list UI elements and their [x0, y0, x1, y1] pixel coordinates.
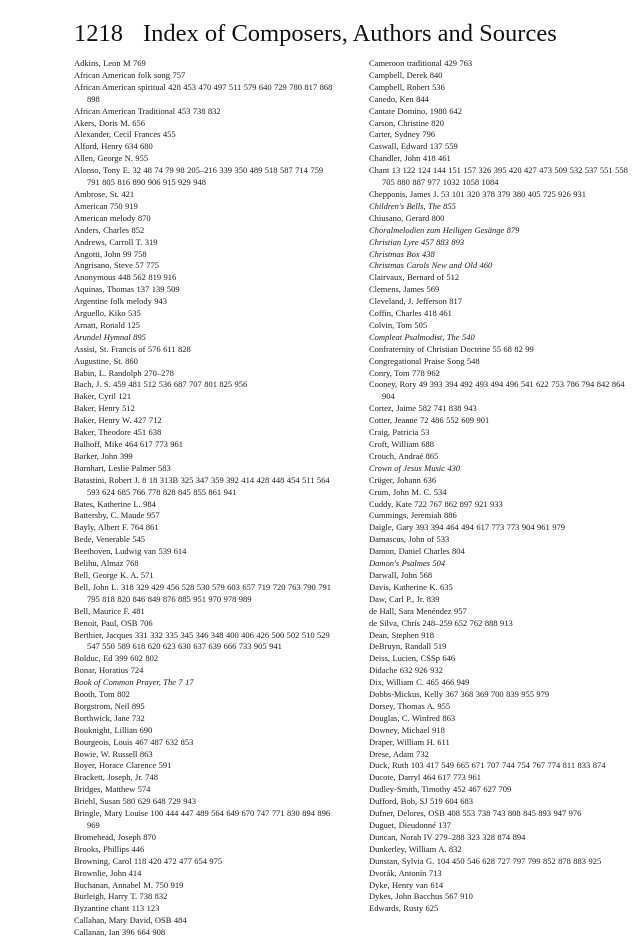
index-entry: Belihu, Almaz 768 [74, 558, 139, 569]
index-entry: Choralmelodien zum Heiligen Gesänge 879 [369, 224, 520, 235]
index-entry: Children's Bells, The 855 [369, 200, 456, 211]
index-entry: African American spiritual 428 453 470 497 511 579 640 729 780 817 868 898 [74, 81, 333, 104]
index-entry: Bolduc, Ed 399 602 802 [74, 653, 159, 664]
index-entry: Clairvaux, Bernard of 512 [369, 272, 460, 283]
index-entry: Didache 632 926 932 [369, 665, 443, 676]
index-entry: Dunkerley, William A. 832 [369, 843, 462, 854]
index-entry: Ducote, Darryl 464 617 773 961 [369, 772, 481, 783]
page-title: Index of Composers, Authors and Sources [143, 20, 557, 47]
index-entry: Daw, Carl P., Jr. 839 [369, 593, 440, 604]
index-entry: Dorsey, Thomas A. 955 [369, 700, 451, 711]
index-entry: Conry, Tom 778 962 [369, 367, 440, 378]
index-entry: Book of Common Prayer, The 7 17 [74, 677, 194, 688]
index-entry: Byzantine chant 113 123 [74, 903, 160, 914]
index-entry: Bell, Maurice F. 481 [74, 605, 145, 616]
index-entry: Bridges, Matthew 574 [74, 784, 151, 795]
right-index-column [369, 58, 629, 915]
index-entry: Bringle, Mary Louise 100 444 447 489 564 649 670 747 771 830 894 896 969 [74, 808, 331, 830]
index-entry: Carter, Sydney 796 [369, 129, 436, 140]
index-entry: Bouknight, Lillian 690 [74, 724, 153, 735]
index-entry: Bell, George K. A. 571 [74, 569, 154, 580]
index-entry: Baker, Theodore 451 638 [74, 427, 162, 438]
index-entry: Colvin, Tom 505 [369, 319, 428, 330]
index-entry: Babin, L. Randolph 270–278 [74, 367, 174, 378]
index-entry: Callahan, Mary David, OSB 484 [74, 915, 187, 926]
index-entry: de Silva, Chris 248–259 652 762 888 913 [369, 617, 513, 628]
index-entry: Borgstrom, Neil 895 [74, 700, 145, 711]
index-entry: Baker, Henry 512 [74, 403, 135, 414]
index-entry: Campbell, Robert 536 [369, 81, 445, 92]
index-entry: Ambrose, St. 421 [74, 188, 135, 199]
index-entry: Crüger, Johann 636 [369, 474, 437, 485]
index-entry: Balhoff, Mike 464 617 773 961 [74, 439, 184, 449]
index-entry: Damon's Psalmes 504 [369, 558, 446, 569]
index-entry: Angotti, John 99 758 [74, 248, 147, 259]
index-entry: Confraternity of Christian Doctrine 55 68 82 99 [369, 343, 534, 354]
index-entry: Cotter, Jeanne 72 486 552 609 901 [369, 415, 490, 426]
index-entry: Browning, Carol 118 420 472 477 654 975 [74, 855, 223, 866]
index-entry: Aquinas, Thomas 137 139 509 [74, 284, 180, 295]
index-entry: Cantate Domino, 1980 642 [369, 105, 462, 116]
index-entry: Coffin, Charles 418 461 [369, 308, 452, 319]
index-entry: Anonymous 448 562 819 916 [74, 272, 177, 283]
index-entry: Darwall, John 568 [369, 569, 433, 580]
index-entry: Clemens, James 569 [369, 284, 440, 295]
index-entry: Dufner, Delores, OSB 408 553 738 743 808 845 893 947 976 [369, 808, 582, 819]
index-entry: Barker, John 399 [74, 450, 133, 461]
index-entry: Canedo, Ken 844 [369, 93, 429, 104]
index-entry: Dykes, John Bacchus 567 910 [369, 891, 473, 902]
index-entry: Cummings, Jeremiah 886 [369, 510, 457, 521]
index-entry: Bayly, Albert F. 764 861 [74, 522, 159, 533]
index-entry: American melody 870 [74, 212, 151, 223]
index-entry: Cortez, Jaime 582 741 838 943 [369, 403, 477, 414]
index-entry: Baker, Henry W. 427 712 [74, 415, 162, 426]
index-entry: Christmas Carols New and Old 460 [369, 260, 493, 271]
index-entry: Barnhart, Leslie Palmer 583 [74, 462, 171, 473]
index-entry: Duncan, Norah IV 279–288 323 328 874 894 [369, 831, 526, 842]
index-entry: Cameroon traditional 429 763 [369, 58, 473, 68]
index-entry: Dix, William C. 465 466 949 [369, 677, 470, 688]
index-entry: Allen, George N. 955 [74, 153, 149, 164]
index-entry: Bell, John L. 318 329 429 456 528 530 579 603 657 719 720 763 790 791 795 818 820 846 849 876 885 951 970 978 989 [74, 581, 331, 604]
index-entry: Christian Lyre 457 883 893 [369, 236, 465, 247]
index-entry: Draper, William H. 611 [369, 736, 450, 747]
index-entry: Chandler, John 418 461 [369, 153, 451, 164]
index-entry: Dvorák, Antonín 713 [369, 867, 442, 878]
index-entry: Davis, Katherine K. 635 [369, 581, 453, 592]
index-entry: Alonso, Tony E. 32 48 74 79 98 205–216 339 350 489 518 587 714 759 791 805 816 890 906 915 929 948 [74, 165, 324, 188]
index-entry: Brooks, Phillips 446 [74, 843, 145, 854]
index-entry: Daigle, Gary 393 394 464 494 617 773 773 904 961 979 [369, 522, 565, 533]
index-entry: Campbell, Derek 840 [369, 69, 443, 80]
index-entry: African American folk song 757 [74, 69, 186, 80]
index-entry: Crown of Jesus Music 430 [369, 462, 461, 473]
index-entry: Bourgeois, Louis 467 487 632 853 [74, 736, 194, 747]
index-entry: Damon, Daniel Charles 804 [369, 546, 465, 557]
index-entry: DeBruyn, Randall 519 [369, 641, 447, 652]
index-entry: Arundel Hymnal 895 [74, 331, 146, 342]
index-entry: Bach, J. S. 459 481 512 536 687 707 801 825 956 [74, 379, 248, 390]
index-entry: Drese, Adam 732 [369, 748, 429, 759]
index-entry: Bates, Katherine L. 984 [74, 498, 156, 509]
index-entry: Croft, William 688 [369, 439, 435, 449]
index-entry: Andrews, Carroll T. 319 [74, 236, 158, 247]
index-entry: Deiss, Lucien, CSSp 646 [369, 653, 456, 664]
index-entry: Bromehead, Joseph 870 [74, 831, 157, 842]
index-entry: African American Traditional 453 738 832 [74, 105, 221, 116]
index-entry: Arnatt, Ronald 125 [74, 319, 140, 330]
index-entry: Dunstan, Sylvia G. 104 450 546 628 727 797 799 852 878 883 925 [369, 855, 602, 866]
index-entry: Dyke, Henry van 614 [369, 879, 444, 890]
index-entry: Angrisano, Steve 57 775 [74, 260, 159, 271]
index-entry: Cuddy, Kate 722 767 862 897 921 933 [369, 498, 503, 509]
index-entry: Chepponis, James J. 53 101 320 378 379 380 405 725 926 931 [369, 188, 587, 199]
index-entry: Duguet, Dieudonné 137 [369, 820, 452, 830]
index-entry: Berthier, Jacques 331 332 335 345 346 348 400 406 426 500 502 510 529 547 550 589 618 620 623 630 637 639 666 733 905 941 [74, 629, 330, 652]
index-entry: Douglas, C. Winfred 863 [369, 712, 456, 723]
page-number: 1218 [74, 20, 123, 47]
index-entry: Carson, Christine 820 [369, 117, 444, 128]
index-entry: Batastini, Robert J. 8 18 313B 325 347 359 392 414 428 448 454 511 564 593 624 685 766 778 828 845 855 861 941 [74, 474, 330, 497]
index-entry: Caswall, Edward 137 559 [369, 141, 458, 152]
index-entry: Augustine, St. 860 [74, 355, 138, 366]
index-entry: Damascus, John of 533 [369, 534, 450, 545]
page-header [74, 14, 620, 54]
index-entry: Benoit, Paul, OSB 706 [74, 617, 153, 628]
index-entry: Baker, Cyril 121 [74, 391, 132, 402]
index-entry: Borthwick, Jane 732 [74, 712, 145, 723]
index-entry: Dobbs-Mickus, Kelly 367 368 369 700 839 955 979 [369, 689, 550, 700]
index-entry: Dudley-Smith, Timothy 452 467 627 709 [369, 784, 512, 795]
index-entry: Cooney, Rory 49 393 394 492 493 494 496 541 622 753 786 794 842 864 904 [369, 379, 625, 402]
index-entry: de Hall, Sara Menéndez 957 [369, 605, 467, 616]
index-entry: Edwards, Rusty 625 [369, 903, 439, 914]
index-entry: Crouch, Andraé 865 [369, 450, 439, 461]
index-entry: Cleveland, J. Jefferson 817 [369, 296, 463, 307]
index-entry: Congregational Praise Song 548 [369, 355, 480, 366]
index-entry: Dufford, Bob, SJ 519 604 683 [369, 796, 474, 807]
left-index-column [74, 58, 338, 939]
index-entry: Anders, Charles 852 [74, 224, 145, 235]
index-entry: Booth, Tom 802 [74, 689, 130, 700]
index-entry: Alexander, Cecil Frances 455 [74, 129, 176, 140]
index-entry: Crum, John M. C. 534 [369, 486, 447, 497]
index-entry: Assisi, St. Francis of 576 611 828 [74, 343, 191, 354]
index-entry: Compleat Psalmodist, The 540 [369, 331, 475, 342]
index-entry: Christmas Box 438 [369, 248, 435, 259]
index-entry: Brownlie, John 414 [74, 867, 142, 878]
index-entry: Boyer, Horace Clarence 591 [74, 760, 172, 771]
index-entry: Craig, Patricia 53 [369, 427, 430, 438]
index-entry: Buchanan, Annabel M. 750 919 [74, 879, 184, 890]
index-entry: Callanan, Ian 396 664 908 [74, 927, 166, 938]
index-entry: Beethoven, Ludwig van 539 614 [74, 546, 187, 557]
index-entry: Brackett, Joseph, Jr. 748 [74, 772, 158, 783]
index-entry: Dean, Stephen 918 [369, 629, 435, 640]
index-entry: Chiusano, Gerard 800 [369, 212, 445, 223]
index-entry: Argentine folk melody 943 [74, 296, 168, 307]
index-entry: Battersby, C. Maude 957 [74, 510, 160, 521]
index-entry: Bonar, Horatius 724 [74, 665, 144, 676]
index-entry: Adkins, Leon M 769 [74, 58, 146, 68]
index-entry: American 750 919 [74, 200, 138, 211]
index-entry: Arguello, Kiko 535 [74, 308, 141, 319]
index-entry: Bede, Venerable 545 [74, 534, 146, 545]
index-entry: Briehl, Susan 580 629 648 729 943 [74, 796, 196, 807]
index-entry: Burleigh, Harry T. 738 832 [74, 891, 168, 902]
index-entry: Bowie, W. Russell 863 [74, 748, 153, 759]
index-entry: Chant 13 122 124 144 151 157 326 395 420 427 473 509 532 537 551 558 705 880 887 977 1032 1058 1084 [369, 165, 628, 188]
index-entry: Alford, Henry 634 680 [74, 141, 153, 152]
index-entry: Akers, Doris M. 656 [74, 117, 146, 128]
index-entry: Duck, Ruth 103 417 549 665 671 707 744 754 767 774 811 833 874 [369, 760, 606, 771]
index-entry: Downey, Michael 918 [369, 724, 445, 735]
